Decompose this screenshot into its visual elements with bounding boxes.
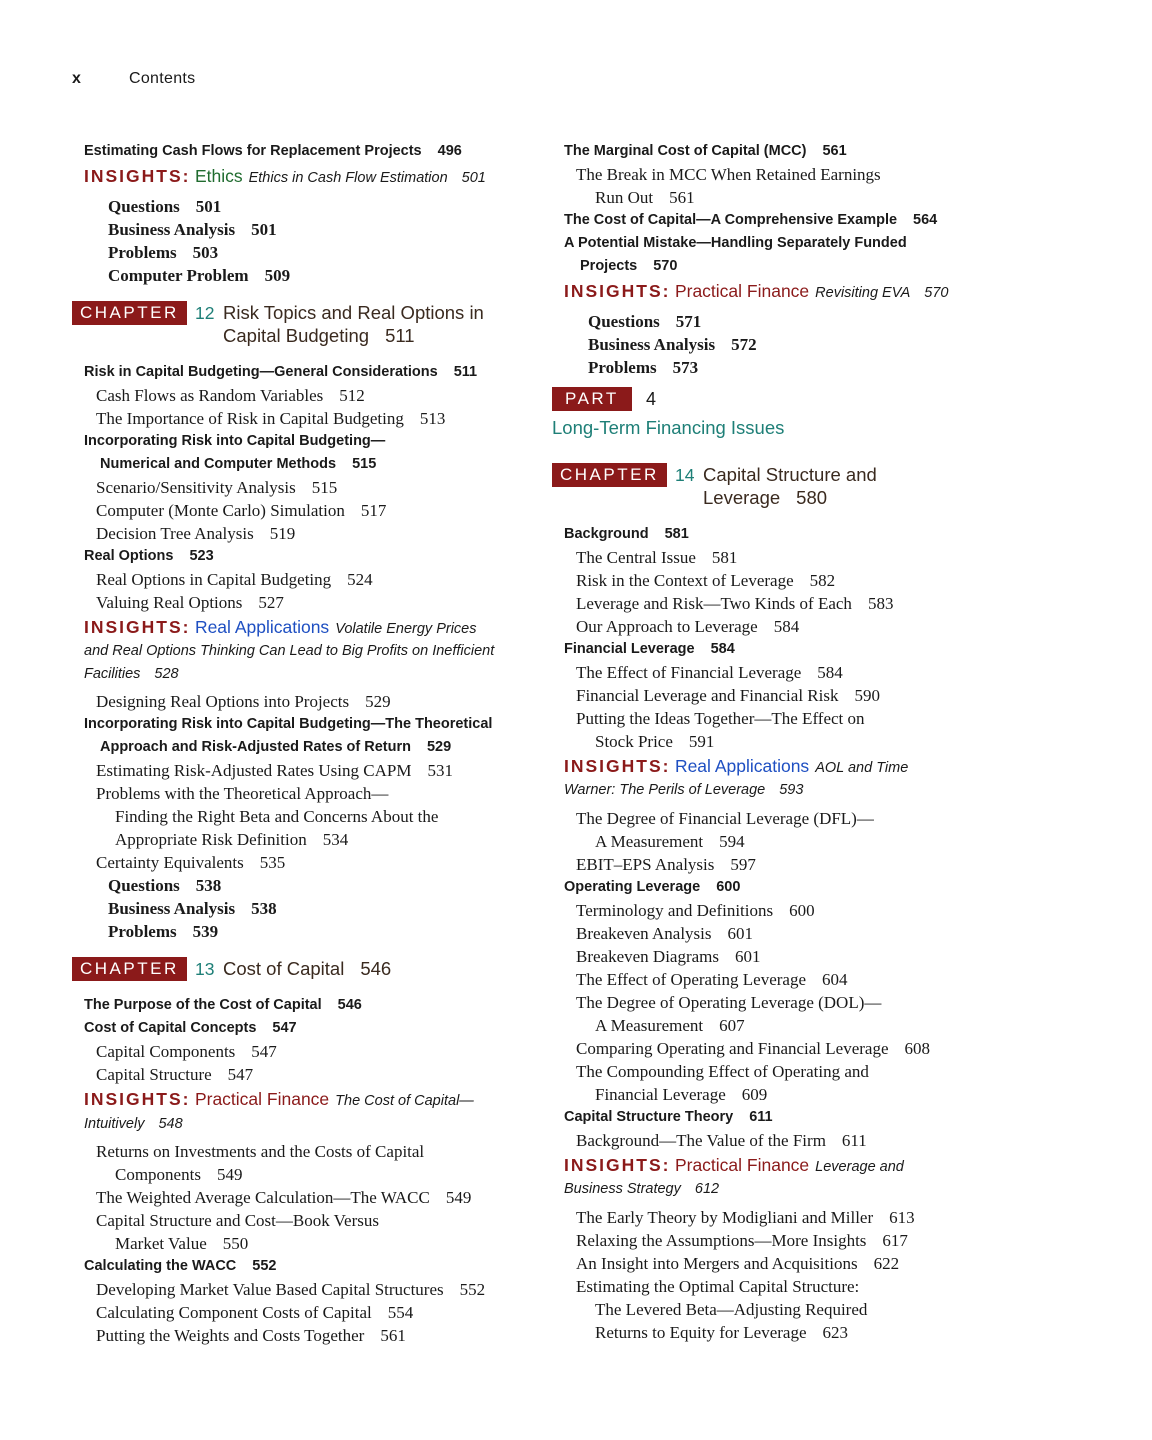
entry-title: Computer Problem: [108, 265, 249, 285]
entry-page-number: 561: [669, 188, 695, 207]
entry-page-number: 517: [360, 500, 387, 520]
entry-title: Questions: [588, 311, 660, 331]
entry-page-number: 515: [311, 477, 338, 497]
insights-category: Practical Finance: [674, 281, 810, 301]
chapter-title-line: Capital Structure and: [703, 463, 877, 485]
entry-title: Breakeven Diagrams: [576, 946, 720, 966]
entry-title: Breakeven Analysis: [576, 923, 712, 943]
entry-title: EBIT–EPS Analysis: [576, 854, 715, 874]
toc-subsection-entry[interactable]: [552, 899, 1022, 922]
toc-end-matter-entry[interactable]: [72, 264, 532, 287]
entry-title: Incorporating Risk into Capital Budgeting—: [84, 432, 386, 449]
entry-title: The Effect of Operating Leverage: [576, 969, 807, 989]
toc-subsection-entry[interactable]: [72, 1063, 532, 1086]
insights-label: INSIGHTS:: [84, 616, 191, 637]
toc-subsection-entry[interactable]: [72, 851, 532, 874]
toc-subsection-entry[interactable]: [552, 569, 1022, 592]
toc-subsection-entry[interactable]: [72, 1232, 532, 1255]
entry-title: The Central Issue: [576, 547, 696, 567]
insights-box: [552, 281, 1022, 305]
entry-page-number: 547: [272, 1020, 297, 1036]
toc-end-matter-entry[interactable]: [72, 897, 532, 920]
chapter-title: [223, 957, 532, 980]
entry-page-number: 581: [664, 525, 689, 542]
toc-subsection-entry[interactable]: [552, 661, 1022, 684]
entry-page-number: 564: [913, 212, 938, 228]
insights-box: [72, 1089, 532, 1135]
toc-right-column: [552, 140, 1022, 1344]
entry-title: Designing Real Options into Projects: [96, 692, 350, 711]
entry-page-number: 531: [427, 761, 453, 780]
entry-page-number: 591: [688, 731, 715, 751]
entry-title: Background—The Value of the Firm: [576, 1130, 826, 1150]
toc-section-heading[interactable]: [72, 1255, 532, 1278]
toc-subsection-entry[interactable]: [72, 522, 532, 545]
entry-page-number: 547: [227, 1065, 254, 1084]
entry-title: Business Analysis: [108, 219, 236, 239]
entry-title: A Measurement: [595, 831, 704, 851]
chapter-title: [703, 463, 1022, 509]
entry-page-number: 584: [773, 616, 800, 636]
entry-title: Problems with the Theoretical Approach—: [96, 784, 389, 803]
entry-title: Components: [115, 1165, 201, 1184]
toc-section-heading[interactable]: [72, 713, 532, 736]
chapter-page-number: 511: [385, 324, 415, 346]
entry-title: Calculating the WACC: [84, 1258, 237, 1274]
toc-subsection-entry[interactable]: [72, 782, 532, 805]
insights-page-number: 570: [924, 285, 949, 301]
entry-title: Returns on Investments and the Costs of Capital: [96, 1142, 425, 1161]
entry-title: Decision Tree Analysis: [96, 523, 254, 543]
entry-title: Business Analysis: [588, 334, 716, 354]
entry-page-number: 582: [809, 570, 836, 590]
toc-section-heading[interactable]: [72, 545, 532, 568]
entry-page-number: 584: [817, 662, 843, 682]
entry-title: Business Analysis: [108, 899, 236, 918]
entry-title: Background: [564, 525, 649, 542]
entry-page-number: 573: [672, 357, 699, 377]
entry-page-number: 496: [437, 143, 462, 159]
entry-title: Projects: [580, 258, 638, 274]
entry-title: Capital Structure and Cost—Book Versus: [96, 1211, 379, 1230]
entry-page-number: 547: [251, 1042, 277, 1061]
toc-left-column: [72, 140, 532, 1347]
entry-title: Cash Flows as Random Variables: [96, 385, 324, 405]
toc-end-matter-entry[interactable]: [552, 356, 1022, 379]
toc-section-heading[interactable]: [552, 1106, 1022, 1129]
entry-title: Stock Price: [595, 731, 673, 751]
insights-page-number: 501: [461, 170, 486, 186]
toc-subsection-entry[interactable]: [552, 1060, 1022, 1083]
entry-page-number: 527: [258, 592, 284, 612]
entry-page-number: 529: [365, 692, 391, 711]
entry-page-number: 549: [445, 1188, 472, 1207]
toc-subsection-entry[interactable]: [552, 968, 1022, 991]
entry-page-number: 572: [731, 334, 757, 354]
toc-subsection-entry[interactable]: [72, 591, 532, 614]
entry-page-number: 590: [854, 685, 880, 705]
entry-title: The Levered Beta—Adjusting Required: [595, 1299, 868, 1319]
entry-title: Incorporating Risk into Capital Budgeting—The Theoretical: [84, 716, 493, 732]
entry-page-number: 571: [675, 311, 702, 331]
chapter-number: 13: [195, 959, 215, 979]
entry-page-number: 613: [889, 1207, 915, 1227]
chapter-title-line: Capital Budgeting: [223, 324, 370, 346]
entry-page-number: 503: [192, 242, 219, 262]
toc-subsection-entry[interactable]: [552, 1298, 1022, 1321]
toc-subsection-entry[interactable]: [552, 1206, 1022, 1229]
entry-page-number: 561: [822, 143, 847, 159]
insights-title: Facilities: [84, 665, 141, 682]
entry-title: A Potential Mistake—Handling Separately Funded: [564, 235, 907, 251]
entry-page-number: 538: [251, 899, 277, 918]
insights-title: The Cost of Capital—: [335, 1093, 474, 1109]
entry-title: Putting the Weights and Costs Together: [96, 1326, 365, 1345]
toc-section-heading[interactable]: [552, 232, 1022, 255]
entry-title: Financial Leverage and Financial Risk: [576, 685, 839, 705]
toc-subsection-entry[interactable]: [552, 163, 1022, 186]
entry-page-number: 515: [352, 455, 377, 472]
entry-page-number: 529: [426, 739, 452, 755]
toc-end-matter-entry[interactable]: [552, 310, 1022, 333]
entry-page-number: 611: [841, 1130, 867, 1150]
toc-subsection-entry[interactable]: [552, 853, 1022, 876]
insights-label: INSIGHTS:: [564, 755, 671, 776]
entry-page-number: 549: [216, 1165, 243, 1184]
entry-page-number: 604: [822, 969, 848, 989]
entry-page-number: 534: [322, 830, 349, 849]
entry-page-number: 570: [653, 258, 678, 274]
toc-end-matter-entry[interactable]: [72, 218, 532, 241]
toc-subsection-entry[interactable]: [552, 1321, 1022, 1344]
chapter-title-line: Cost of Capital: [223, 958, 345, 979]
entry-title: Risk in the Context of Leverage: [576, 570, 794, 590]
insights-page-number: 548: [158, 1115, 183, 1132]
chapter-heading[interactable]: [552, 463, 1022, 509]
entry-page-number: 601: [727, 923, 753, 943]
toc-section-heading[interactable]: [552, 255, 1022, 278]
toc-subsection-entry[interactable]: [552, 1083, 1022, 1106]
insights-page-number: 528: [154, 665, 179, 682]
entry-title: Computer (Monte Carlo) Simulation: [96, 500, 345, 520]
entry-title: Terminology and Definitions: [576, 900, 774, 920]
entry-title: Certainty Equivalents: [96, 853, 244, 872]
insights-title: Intuitively: [84, 1115, 145, 1132]
entry-page-number: 509: [264, 265, 291, 285]
entry-title: Developing Market Value Based Capital Structures: [96, 1280, 444, 1299]
chapter-number: 12: [195, 302, 215, 323]
entry-page-number: 523: [189, 547, 214, 564]
entry-title: The Break in MCC When Retained Earnings: [576, 165, 881, 184]
toc-subsection-entry[interactable]: [552, 830, 1022, 853]
toc-subsection-entry[interactable]: [72, 1324, 532, 1347]
insights-label: INSIGHTS:: [84, 166, 191, 186]
entry-title: The Importance of Risk in Capital Budgeting: [96, 408, 404, 428]
insights-box: [72, 166, 532, 190]
insights-title: AOL and Time: [815, 759, 909, 776]
toc-subsection-entry[interactable]: [72, 499, 532, 522]
entry-title: Real Options: [84, 547, 174, 564]
toc-subsection-entry[interactable]: [552, 1252, 1022, 1275]
toc-subsection-entry[interactable]: [552, 922, 1022, 945]
toc-section-heading[interactable]: [72, 430, 532, 453]
entry-title: Approach and Risk-Adjusted Rates of Return: [100, 739, 411, 755]
insights-category: Practical Finance: [674, 1154, 810, 1175]
entry-title: Operating Leverage: [564, 878, 701, 895]
toc-subsection-entry[interactable]: [552, 1037, 1022, 1060]
toc-end-matter-entry[interactable]: [72, 195, 532, 218]
insights-title: Leverage and: [815, 1158, 904, 1175]
entry-page-number: 608: [904, 1038, 930, 1058]
toc-subsection-entry[interactable]: [552, 1229, 1022, 1252]
toc-subsection-entry[interactable]: [72, 568, 532, 591]
entry-title: Real Options in Capital Budgeting: [96, 569, 332, 589]
insights-box: [552, 1155, 1022, 1201]
entry-title: Returns to Equity for Leverage: [595, 1322, 807, 1342]
entry-page-number: 584: [710, 640, 735, 657]
chapter-page-number: 546: [360, 958, 392, 979]
entry-page-number: 552: [459, 1280, 486, 1299]
entry-title: Financial Leverage: [564, 640, 695, 657]
toc-subsection-entry[interactable]: [552, 707, 1022, 730]
entry-page-number: 609: [741, 1084, 768, 1104]
entry-title: Cost of Capital Concepts: [84, 1020, 257, 1036]
chapter-heading[interactable]: [72, 957, 532, 980]
chapter-page-number: 580: [796, 486, 828, 508]
running-header: [72, 70, 196, 88]
toc-subsection-entry[interactable]: [72, 1140, 532, 1163]
toc-subsection-entry[interactable]: [72, 1186, 532, 1209]
part-label-box: PART: [552, 387, 632, 411]
toc-subsection-entry[interactable]: [72, 384, 532, 407]
entry-page-number: 623: [822, 1322, 848, 1342]
entry-page-number: 511: [453, 363, 478, 380]
insights-title: Revisiting EVA: [815, 285, 911, 301]
toc-subsection-entry[interactable]: [72, 805, 532, 828]
chapter-heading[interactable]: [72, 301, 532, 347]
entry-title: Financial Leverage: [595, 1084, 726, 1104]
insights-title: Ethics in Cash Flow Estimation: [248, 170, 448, 186]
entry-title: Estimating the Optimal Capital Structure:: [576, 1276, 860, 1296]
toc-section-heading[interactable]: [552, 209, 1022, 232]
entry-page-number: 501: [251, 219, 277, 239]
entry-page-number: 594: [719, 831, 745, 851]
toc-end-matter-entry[interactable]: [72, 920, 532, 943]
entry-title: Run Out: [595, 188, 654, 207]
toc-subsection-entry[interactable]: [72, 1278, 532, 1301]
entry-page-number: 550: [222, 1234, 249, 1253]
toc-subsection-entry[interactable]: [72, 1209, 532, 1232]
entry-page-number: 535: [259, 853, 286, 872]
toc-subsection-entry[interactable]: [72, 407, 532, 430]
toc-subsection-entry[interactable]: [552, 807, 1022, 830]
insights-category: Practical Finance: [194, 1089, 330, 1109]
entry-page-number: 617: [882, 1230, 908, 1250]
toc-subsection-entry[interactable]: [72, 1040, 532, 1063]
toc-section-heading[interactable]: [72, 453, 532, 476]
entry-page-number: 583: [867, 593, 894, 613]
toc-section-heading[interactable]: [72, 140, 532, 163]
toc-subsection-entry[interactable]: [72, 828, 532, 851]
chapter-label-box: CHAPTER: [552, 463, 667, 487]
entry-page-number: 538: [195, 876, 222, 895]
insights-title: Warner: The Perils of Leverage: [564, 782, 766, 798]
toc-section-heading[interactable]: [552, 523, 1022, 546]
entry-page-number: 513: [419, 408, 446, 428]
entry-page-number: 524: [347, 569, 373, 589]
entry-title: The Compounding Effect of Operating and: [576, 1061, 869, 1081]
toc-section-heading[interactable]: [72, 1017, 532, 1040]
page-numeral: x: [72, 70, 81, 87]
chapter-number: 14: [675, 464, 695, 485]
insights-title: Volatile Energy Prices: [335, 620, 477, 637]
entry-title: Market Value: [115, 1234, 207, 1253]
insights-label: INSIGHTS:: [564, 1154, 671, 1175]
entry-page-number: 601: [735, 946, 761, 966]
entry-title: Questions: [108, 196, 180, 216]
entry-title: Appropriate Risk Definition: [115, 830, 307, 849]
toc-section-heading[interactable]: [72, 994, 532, 1017]
insights-page-number: 593: [779, 782, 804, 798]
entry-page-number: 554: [387, 1303, 414, 1322]
toc-subsection-entry[interactable]: [72, 690, 532, 713]
entry-page-number: 546: [337, 997, 362, 1013]
insights-title: and Real Options Thinking Can Lead to Big Profits on Inefficient: [84, 643, 495, 659]
running-title: Contents: [129, 70, 196, 87]
toc-subsection-entry[interactable]: [72, 1163, 532, 1186]
entry-title: The Marginal Cost of Capital (MCC): [564, 143, 807, 159]
entry-page-number: 552: [252, 1258, 277, 1274]
entry-title: Capital Structure: [96, 1065, 212, 1084]
insights-box: [552, 756, 1022, 802]
insights-category: Real Applications: [194, 616, 330, 637]
entry-page-number: 597: [730, 854, 756, 874]
entry-page-number: 539: [192, 922, 219, 941]
entry-title: Leverage and Risk—Two Kinds of Each: [576, 593, 852, 613]
toc-end-matter-entry[interactable]: [72, 874, 532, 897]
entry-page-number: 607: [719, 1015, 745, 1035]
chapter-title-line: Leverage: [703, 486, 781, 508]
toc-subsection-entry[interactable]: [552, 684, 1022, 707]
chapter-label-box: CHAPTER: [72, 301, 187, 325]
toc-section-heading[interactable]: [552, 638, 1022, 661]
insights-page-number: 612: [694, 1181, 720, 1197]
entry-title: Comparing Operating and Financial Leverage: [576, 1038, 889, 1058]
toc-subsection-entry[interactable]: [552, 1014, 1022, 1037]
entry-page-number: 561: [380, 1326, 406, 1345]
entry-title: Capital Components: [96, 1042, 236, 1061]
toc-section-heading[interactable]: [72, 736, 532, 759]
entry-title: The Early Theory by Modigliani and Miller: [576, 1207, 874, 1227]
toc-subsection-entry[interactable]: [552, 730, 1022, 753]
entry-title: Our Approach to Leverage: [576, 616, 758, 636]
part-heading: [552, 387, 1022, 449]
chapter-title: [223, 301, 532, 347]
insights-label: INSIGHTS:: [84, 1089, 191, 1109]
toc-section-heading[interactable]: [552, 876, 1022, 899]
toc-end-matter-entry[interactable]: [552, 333, 1022, 356]
entry-page-number: 581: [711, 547, 738, 567]
insights-box: [72, 617, 532, 686]
entry-page-number: 600: [716, 878, 741, 895]
toc-subsection-entry[interactable]: [552, 186, 1022, 209]
toc-section-heading[interactable]: [552, 140, 1022, 163]
toc-end-matter-entry[interactable]: [72, 241, 532, 264]
toc-subsection-entry[interactable]: [552, 592, 1022, 615]
toc-subsection-entry[interactable]: [552, 1129, 1022, 1152]
entry-title: Finding the Right Beta and Concerns About the: [115, 807, 439, 826]
entry-title: The Cost of Capital—A Comprehensive Example: [564, 212, 898, 228]
entry-title: An Insight into Mergers and Acquisitions: [576, 1253, 858, 1273]
entry-title: The Purpose of the Cost of Capital: [84, 997, 322, 1013]
insights-category: Ethics: [194, 166, 243, 186]
entry-page-number: 512: [339, 385, 365, 405]
entry-title: Putting the Ideas Together—The Effect on: [576, 708, 865, 728]
toc-subsection-entry[interactable]: [72, 759, 532, 782]
entry-title: The Degree of Financial Leverage (DFL)—: [576, 808, 874, 828]
entry-page-number: 501: [195, 196, 222, 216]
entry-title: Questions: [108, 876, 180, 895]
entry-page-number: 600: [789, 900, 815, 920]
entry-title: Estimating Risk-Adjusted Rates Using CAPM: [96, 761, 412, 780]
entry-page-number: 611: [749, 1108, 773, 1125]
entry-title: Problems: [588, 357, 657, 377]
entry-title: Valuing Real Options: [96, 592, 243, 612]
toc-section-heading[interactable]: [72, 361, 532, 384]
insights-title: Business Strategy: [564, 1181, 681, 1197]
entry-title: Problems: [108, 242, 177, 262]
entry-title: The Effect of Financial Leverage: [576, 662, 802, 682]
entry-title: Calculating Component Costs of Capital: [96, 1303, 372, 1322]
part-title: Long-Term Financing Issues: [552, 416, 785, 438]
entry-title: A Measurement: [595, 1015, 704, 1035]
chapter-title-line: Risk Topics and Real Options in: [223, 301, 484, 323]
chapter-label-box: CHAPTER: [72, 957, 187, 981]
entry-title: The Weighted Average Calculation—The WACC: [96, 1188, 430, 1207]
entry-title: Estimating Cash Flows for Replacement Projects: [84, 143, 422, 159]
toc-subsection-entry[interactable]: [552, 945, 1022, 968]
entry-title: Problems: [108, 922, 177, 941]
toc-subsection-entry[interactable]: [72, 1301, 532, 1324]
toc-subsection-entry[interactable]: [552, 546, 1022, 569]
part-number: 4: [646, 388, 657, 409]
entry-title: Risk in Capital Budgeting—General Considerations: [84, 363, 438, 380]
entry-title: Scenario/Sensitivity Analysis: [96, 477, 296, 497]
entry-title: Relaxing the Assumptions—More Insights: [576, 1230, 867, 1250]
toc-subsection-entry[interactable]: [552, 1275, 1022, 1298]
toc-subsection-entry[interactable]: [552, 991, 1022, 1014]
insights-label: INSIGHTS:: [564, 281, 671, 301]
entry-title: Capital Structure Theory: [564, 1108, 734, 1125]
entry-page-number: 519: [269, 523, 296, 543]
toc-subsection-entry[interactable]: [552, 615, 1022, 638]
entry-page-number: 622: [873, 1253, 900, 1273]
entry-title: Numerical and Computer Methods: [100, 455, 337, 472]
entry-title: The Degree of Operating Leverage (DOL)—: [576, 992, 882, 1012]
insights-category: Real Applications: [674, 755, 810, 776]
toc-subsection-entry[interactable]: [72, 476, 532, 499]
